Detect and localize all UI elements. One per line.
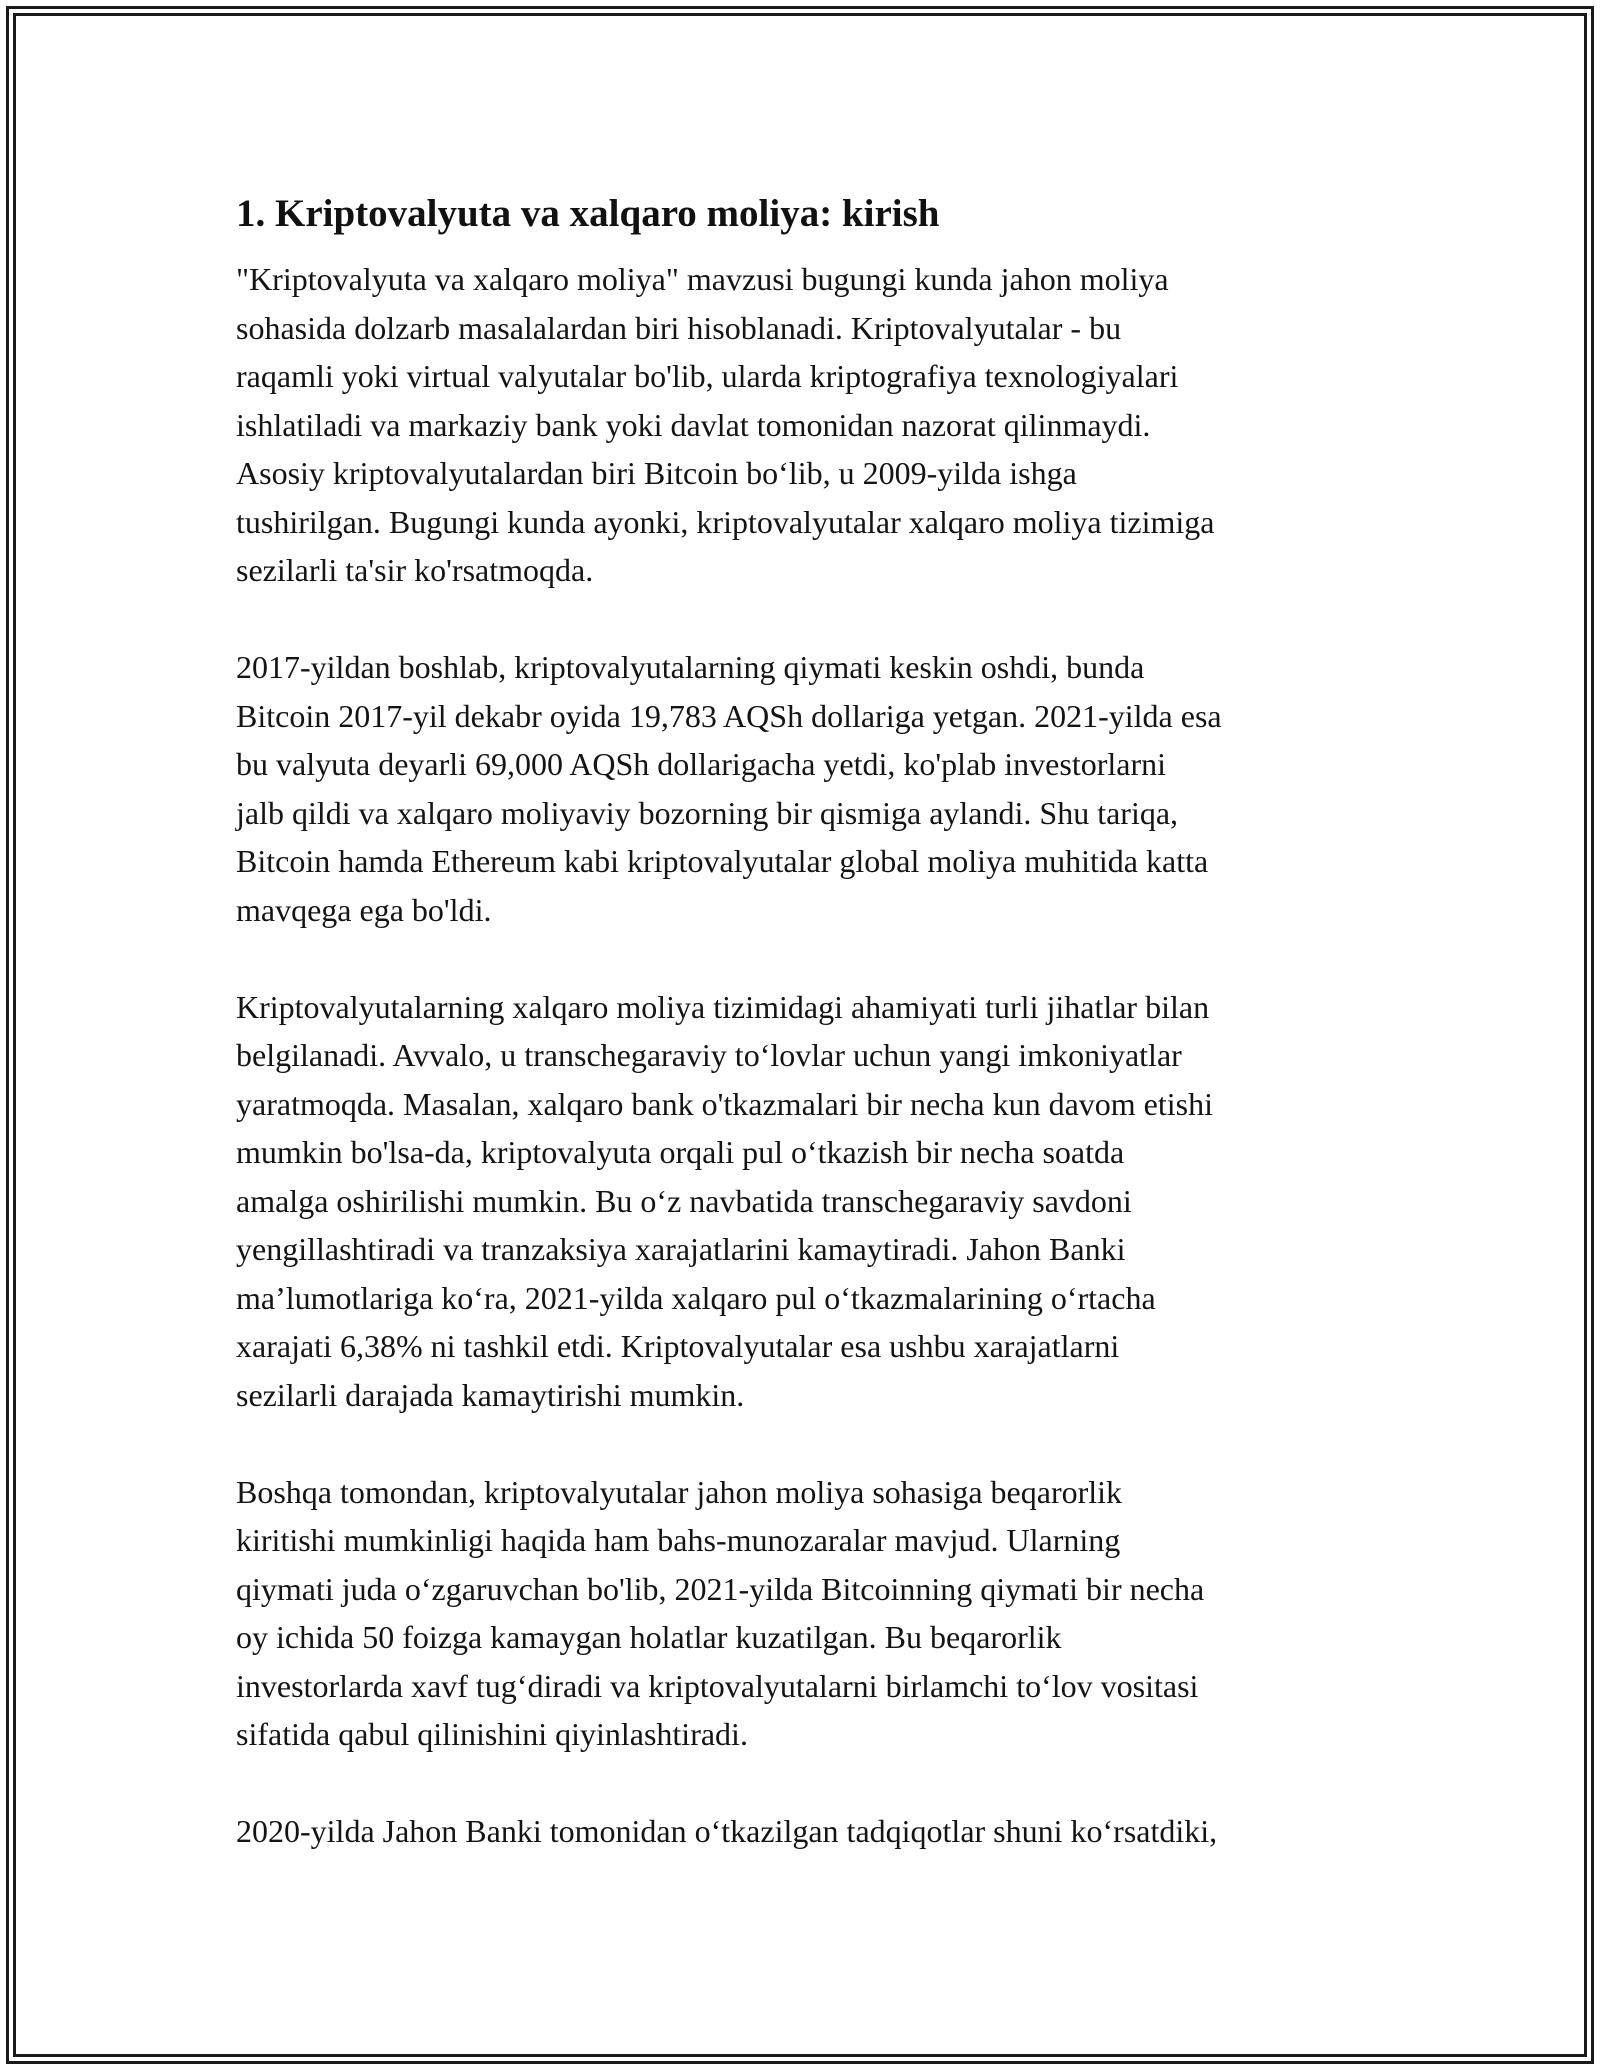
paragraph-line: raqamli yoki virtual valyutalar bo'lib, ularda kriptografiya texnologiyalari [236, 358, 1179, 394]
paragraph-line: mumkin bo'lsa-da, kriptovalyuta orqali pul oʻtkazish bir necha soatda [236, 1134, 1125, 1170]
paragraph-line: xarajati 6,38% ni tashkil etdi. Kriptovalyutalar esa ushbu xarajatlarni [236, 1328, 1120, 1364]
paragraph-volatility [236, 1468, 1376, 1759]
paragraph-line: sohasida dolzarb masalalardan biri hisoblanadi. Kriptovalyutalar - bu [236, 309, 1122, 346]
paragraph-line: qiymati juda oʻzgaruvchan bo'lib, 2021-yilda Bitcoinning qiymati bir necha [236, 1570, 1205, 1607]
paragraph-line: 2017-yildan boshlab, kriptovalyutalarning qiymati keskin oshdi, bunda [236, 649, 1145, 685]
paragraph-line: amalga oshirilishi mumkin. Bu oʻz navbatida transchegaraviy savdoni [236, 1182, 1132, 1219]
paragraph-line: yaratmoqda. Masalan, xalqaro bank o'tkazmalari bir necha kun davom etishi [236, 1085, 1213, 1122]
paragraph-line: investorlarda xavf tugʻdiradi va kriptovalyutalarni birlamchi toʻlov vositasi [236, 1667, 1199, 1704]
paragraph-line: sezilarli ta'sir ko'rsatmoqda. [236, 552, 594, 588]
paragraph-price-history [236, 643, 1376, 934]
paragraph-line: bu valyuta deyarli 69,000 AQSh dollarigacha yetdi, ko'plab investorlarni [236, 746, 1166, 782]
paragraph-line: Bitcoin 2017-yil dekabr oyida 19,783 AQSh dollariga yetgan. 2021-yilda esa [236, 697, 1222, 734]
paragraph-line: sifatida qabul qilinishini qiyinlashtiradi. [236, 1716, 748, 1752]
paragraph-line: sezilarli darajada kamaytirishi mumkin. [236, 1376, 745, 1413]
paragraph-line: oy ichida 50 foizga kamaygan holatlar kuzatilgan. Bu beqarorlik [236, 1619, 1062, 1655]
paragraph-line: 2020-yilda Jahon Banki tomonidan oʻtkazilgan tadqiqotlar shuni koʻrsatdiki, [236, 1813, 1218, 1849]
paragraph-line: maʼlumotlariga koʻra, 2021-yilda xalqaro pul oʻtkazmalarining oʻrtacha [236, 1279, 1156, 1316]
paragraph-line: mavqega ega bo'ldi. [236, 891, 492, 928]
paragraph-line: Boshqa tomondan, kriptovalyutalar jahon moliya sohasiga beqarorlik [236, 1473, 1123, 1510]
paragraph-line: Bitcoin hamda Ethereum kabi kriptovalyutalar global moliya muhitida katta [236, 843, 1209, 879]
paragraph-line: "Kriptovalyuta va xalqaro moliya" mavzusi bugungi kunda jahon moliya [236, 261, 1169, 297]
paragraph-line: ishlatiladi va markaziy bank yoki davlat tomonidan nazorat qilinmaydi. [236, 406, 1151, 443]
paragraph-line: belgilanadi. Avvalo, u transchegaraviy toʻlovlar uchun yangi imkoniyatlar [236, 1037, 1182, 1073]
paragraph-line: kiritishi mumkinligi haqida ham bahs-munozaralar mavjud. Ularning [236, 1522, 1121, 1558]
document-body [236, 185, 1376, 1856]
paragraph-line: Asosiy kriptovalyutalardan biri Bitcoin boʻlib, u 2009-yilda ishga [236, 455, 1077, 491]
section-heading: 1. Kriptovalyuta va xalqaro moliya: kirish [236, 192, 940, 235]
paragraph-line: jalb qildi va xalqaro moliyaviy bozorning bir qismiga aylandi. Shu tariqa, [236, 794, 1179, 831]
paragraph-research [236, 1807, 1376, 1856]
paragraph-line: tushirilgan. Bugungi kunda ayonki, kriptovalyutalar xalqaro moliya tizimiga [236, 503, 1215, 540]
paragraph-line: Kriptovalyutalarning xalqaro moliya tizimidagi ahamiyati turli jihatlar bilan [236, 988, 1210, 1025]
paragraph-line: yengillashtiradi va tranzaksiya xarajatlarini kamaytiradi. Jahon Banki [236, 1231, 1126, 1267]
paragraph-intro [236, 255, 1376, 595]
paragraph-significance [236, 983, 1376, 1420]
